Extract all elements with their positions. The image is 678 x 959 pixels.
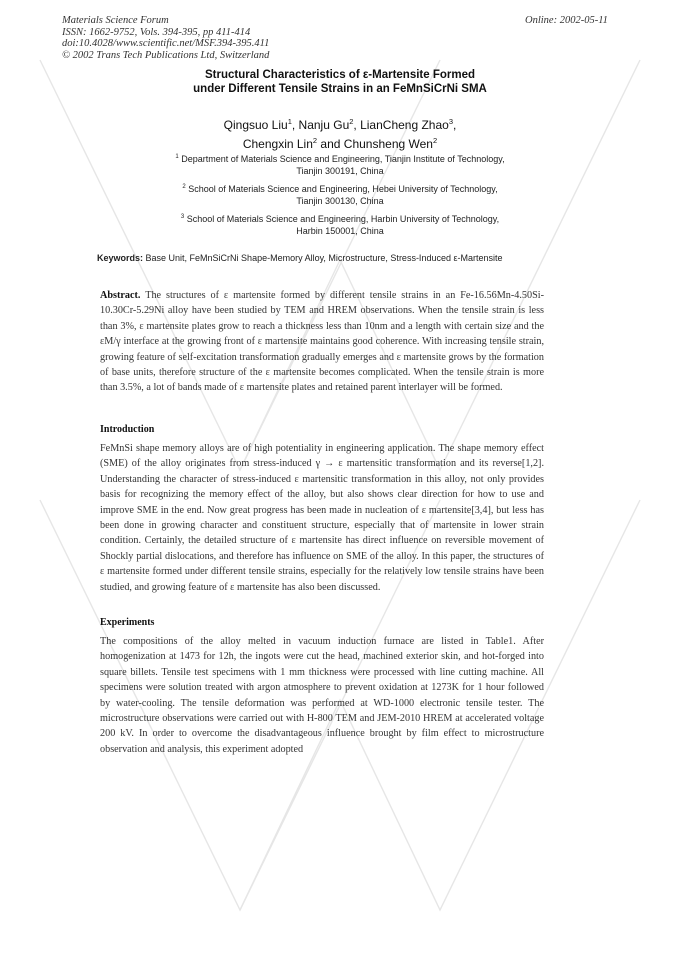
keywords-text: Base Unit, FeMnSiCrNi Shape-Memory Alloy, Microstructure, Stress-Induced ε-Martensite <box>145 253 503 263</box>
affiliation-line: Department of Materials Science and Engineering, Tianjin Institute of Technology, <box>181 154 505 164</box>
affiliation <box>110 182 570 207</box>
title-line-1: Structural Characteristics of ε-Martensite Formed <box>204 69 476 81</box>
author-affiliation-mark: 2 <box>349 117 354 126</box>
author-separator: and <box>317 137 344 151</box>
online-date: Online: 2002-05-11 <box>525 15 608 26</box>
author-list <box>120 114 560 152</box>
author-name: Qingsuo Liu <box>223 118 288 132</box>
affiliation <box>110 152 570 177</box>
title-line-2: under Different Tensile Strains in an FeMnSiCrNi SMA <box>193 83 487 95</box>
affiliation-line: Harbin 150001, China <box>296 225 384 236</box>
author-name: Chengxin Lin <box>242 137 313 151</box>
experiments-text: The compositions of the alloy melted in vacuum induction furnace are listed in Table1. After homogenization at 1473 for 12h, the ingots were cut the head, machined exterior skin, and hot-forged into square billets. Tensile test specimens with 1 mm thickness were processed with line cutting machine. All specimens were solution treated with argon atmosphere to prevent oxidation at 1273K for 1 hour followed by water-cooling. The tensile deformation was performed at WD-1000 electronic tensile tester. The microstructure observations were carried out with H-800 TEM and JEM-2010 HREM at accelerated voltage 200 kV. In order to overcome the disadvantageous influence brought by film effect to microstructure observation and analysis, this experiment adopted <box>100 636 544 755</box>
abstract-text: The structures of ε martensite formed by different tensile strains in an Fe-16.56Mn-4.50Si-10.30Cr-5.29Ni alloy have been studied by TEM and HREM observations. When the tensile strain is less than 3%, ε martensite plates grow to reach a thickness less than 10nm and a length with certain size and the εM/γ interface at the growing front of ε martensite maintains good coherence. With increasing tensile strain, growing feature of self-excitation transformation gradually emerges and ε martensite grows by the formation of base units, therefore structure of the ε martensite becomes complicated. When the tensile strain is more than 3.5%, a lot of bands made of ε martensite plates and retained parent interlayer will be formed. <box>100 290 544 394</box>
author-affiliation-mark: 2 <box>432 136 438 145</box>
introduction-text: FeMnSi shape memory alloys are of high potentiality in engineering application. The shape memory effect (SME) of the alloy originates from stress-induced γ → ε martensitic transformation and its reverse[1,2]. Understanding the character of stress-induced ε martensitic transformation in this alloy, not only provides basis for recognizing the memory effect of the alloy, but also shows clear direction for how to use and improve SME in the end. Now great progress has been made in nucleation of ε martensite[3,4], but less has been done in growing character and constituent structure, especially that of martensite in lower strain condition. Certainly, the detailed structure of ε martensite has direct influence on reversible movement of Shockly partial dislocations, and therefore has influence on SME of the alloy. In this paper, the structures of ε martensite formed under different tensile strains, especially for the relatively low tensile strains have been studied, and growing feature of ε martensite has also been discussed. <box>100 443 544 593</box>
author-separator: , <box>353 118 361 132</box>
section-heading-experiments: Experiments <box>100 617 155 628</box>
keywords <box>97 253 527 265</box>
author-affiliation-mark: 2 <box>312 136 318 145</box>
journal-doi: doi:10.4028/www.scientific.net/MSF.394-395.411 <box>62 38 270 49</box>
affiliation-number: 1 <box>175 154 179 160</box>
journal-copyright: © 2002 Trans Tech Publications Ltd, Switzerland <box>62 49 270 61</box>
paper-title <box>100 68 580 96</box>
affiliation <box>110 212 570 237</box>
journal-header <box>62 15 269 61</box>
author-name: LianCheng Zhao <box>360 118 449 132</box>
affiliation-line: Tianjin 300191, China <box>296 165 384 176</box>
abstract-label: Abstract. <box>100 290 141 301</box>
journal-name: Materials Science Forum <box>62 15 169 26</box>
affiliation-line: School of Materials Science and Engineering, Hebei University of Technology, <box>188 184 498 194</box>
affiliation-line: School of Materials Science and Engineering, Harbin University of Technology, <box>186 214 500 224</box>
author-affiliation-mark: 1 <box>287 117 292 126</box>
journal-issn: ISSN: 1662-9752, Vols. 394-395, pp 411-414 <box>62 26 251 38</box>
affiliation-number: 3 <box>180 214 185 220</box>
affiliation-line: Tianjin 300130, China <box>296 195 384 206</box>
affiliation-number: 2 <box>182 184 186 190</box>
keywords-label: Keywords: <box>97 253 144 263</box>
abstract <box>100 288 544 396</box>
author-name: Chunsheng Wen <box>343 137 433 151</box>
author-name: Nanju Gu <box>298 118 350 132</box>
author-separator: , <box>453 118 457 132</box>
section-heading-introduction: Introduction <box>100 424 155 435</box>
author-affiliation-mark: 3 <box>448 117 453 126</box>
author-separator: , <box>291 118 299 132</box>
